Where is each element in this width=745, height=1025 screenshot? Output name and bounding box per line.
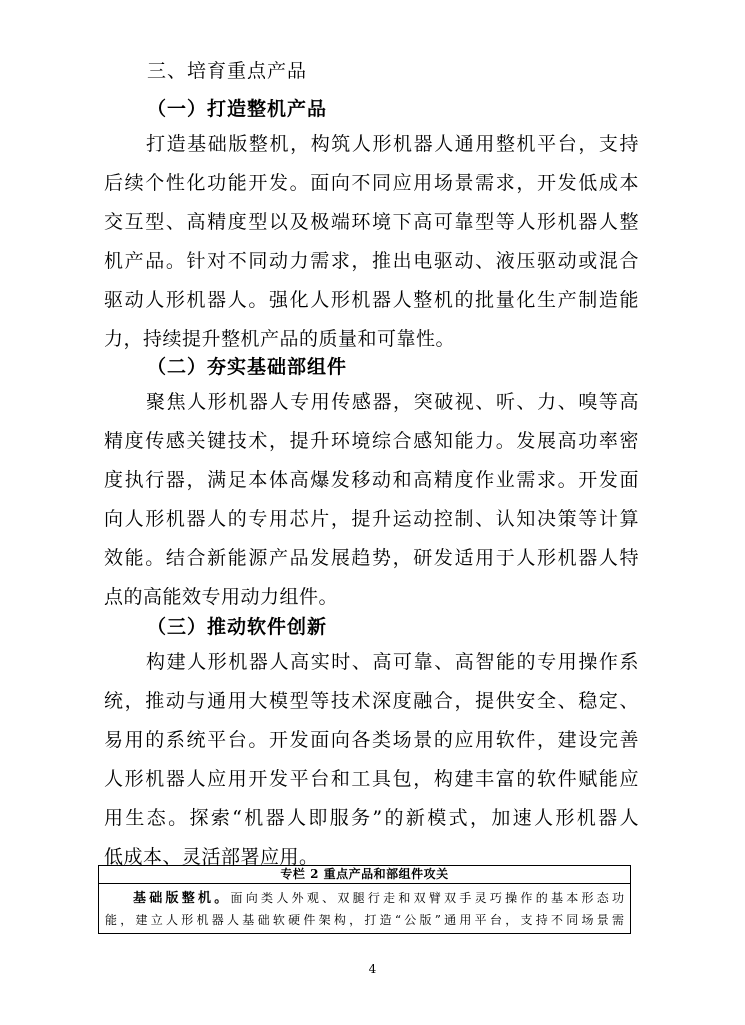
paragraph-line: 统，推动与通用大模型等技术深度融合，提供安全、稳定、 xyxy=(104,690,639,712)
paragraph-line: 后续个性化功能开发。面向不同应用场景需求，开发低成本 xyxy=(104,172,639,194)
paragraph-line: 易用的系统平台。开发面向各类场景的应用软件，建设完善 xyxy=(104,729,639,751)
paragraph-line: 驱动人形机器人。强化人形机器人整机的批量化生产制造能 xyxy=(104,289,639,311)
column-box-line xyxy=(105,887,624,909)
paragraph-line: 机产品。针对不同动力需求，推出电驱动、液压驱动或混合 xyxy=(104,250,639,272)
subsection-heading-1: （一）打造整机产品 xyxy=(147,98,328,120)
paragraph-3 xyxy=(104,643,639,877)
column-box-line: 能，建立人形机器人基础软硬件架构，打造“公版”通用平台，支持不同场景需 xyxy=(105,913,624,927)
paragraph-line: 力，持续提升整机产品的质量和可靠性。 xyxy=(104,328,456,350)
paragraph-line: 人形机器人应用开发平台和工具包，构建丰富的软件赋能应 xyxy=(104,768,639,790)
paragraph-line: 用生态。探索“机器人即服务”的新模式，加速人形机器人 xyxy=(104,807,639,829)
column-box-body xyxy=(99,884,630,931)
paragraph-line: 打造基础版整机，构筑人形机器人通用整机平台，支持 xyxy=(146,133,639,155)
column-box-bold-lead: 基础版整机。 xyxy=(133,891,231,906)
paragraph-line: 度执行器，满足本体高爆发移动和高精度作业需求。开发面 xyxy=(104,469,639,491)
paragraph-line: 精度传感关键技术，提升环境综合感知能力。发展高功率密 xyxy=(104,430,639,452)
paragraph-1 xyxy=(104,125,639,359)
page-number: 4 xyxy=(368,962,377,976)
paragraph-line: 构建人形机器人高实时、高可靠、高智能的专用操作系 xyxy=(146,651,639,673)
paragraph-line: 点的高能效专用动力组件。 xyxy=(104,586,339,608)
paragraph-line: 低成本、灵活部署应用。 xyxy=(104,846,319,868)
paragraph-line: 向人形机器人的专用芯片，提升运动控制、认知决策等计算 xyxy=(104,508,639,530)
paragraph-line: 交互型、高精度型以及极端环境下高可靠型等人形机器人整 xyxy=(104,211,639,233)
section-heading: 三、培育重点产品 xyxy=(147,60,308,82)
paragraph-2 xyxy=(104,383,639,617)
column-box-title: 专栏 2 重点产品和部组件攻关 xyxy=(99,866,630,884)
subsection-heading-3: （三）推动软件创新 xyxy=(147,616,328,638)
paragraph-line: 效能。结合新能源产品发展趋势，研发适用于人形机器人特 xyxy=(104,547,639,569)
subsection-heading-2: （二）夯实基础部组件 xyxy=(147,356,348,378)
column-box-line-text: 面向类人外观、双腿行走和双臂双手灵巧操作的基本形态功 xyxy=(230,891,624,905)
paragraph-line: 聚焦人形机器人专用传感器，突破视、听、力、嗅等高 xyxy=(146,391,639,413)
column-box xyxy=(98,865,631,934)
